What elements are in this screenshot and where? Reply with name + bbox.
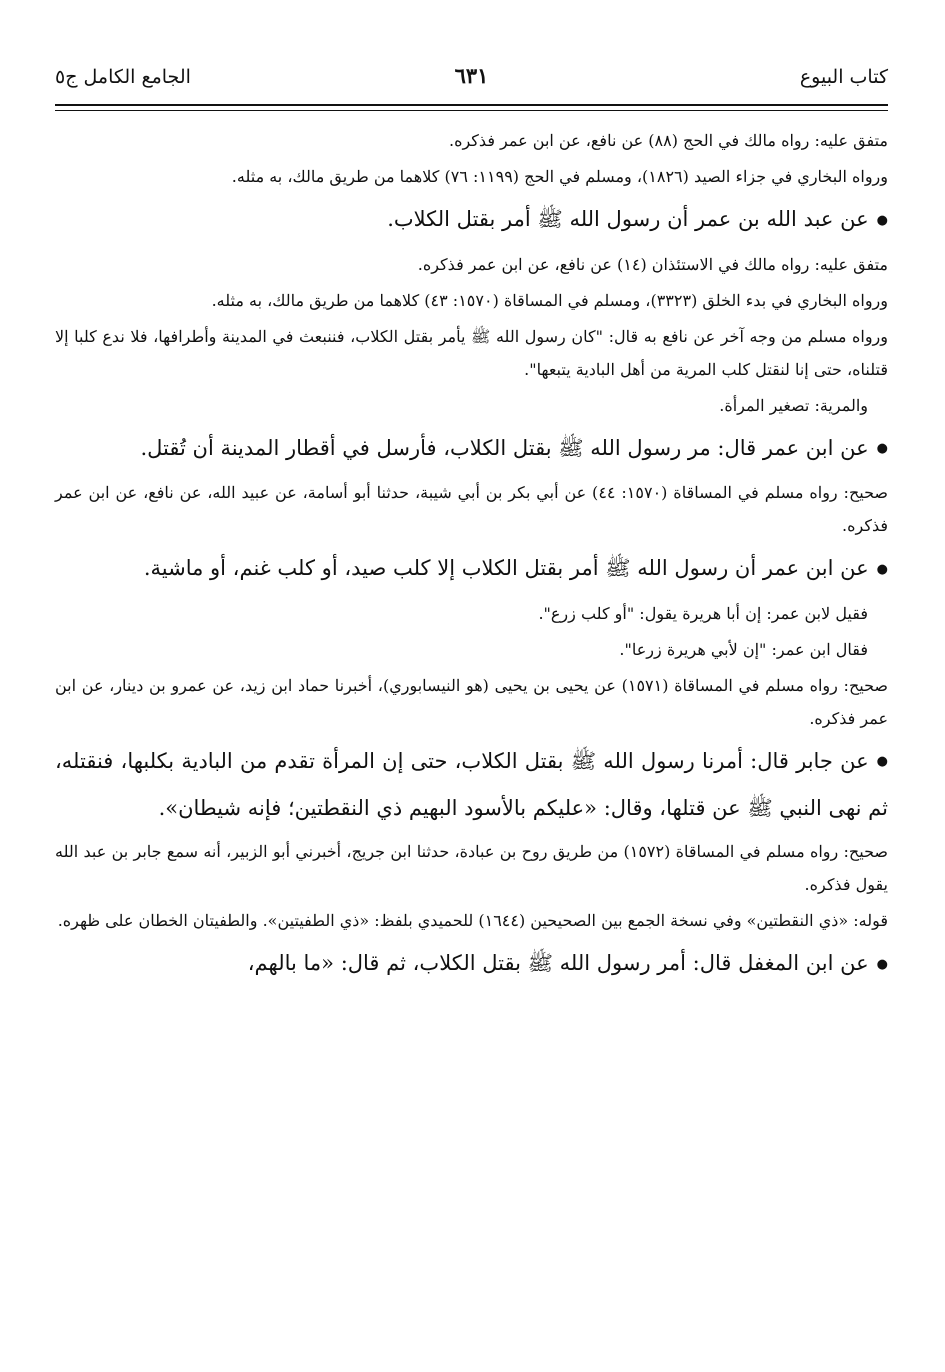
- hadith-paragraph: [55, 545, 888, 593]
- hadith-paragraph: [55, 425, 888, 473]
- page-body: [55, 124, 888, 992]
- volume-title: الجامع الكامل ج٥: [55, 66, 191, 88]
- page-number: ٦٣١: [454, 63, 489, 88]
- hadith-paragraph: [55, 196, 888, 244]
- hadith-paragraph: [55, 738, 888, 832]
- hadith-text: عن ابن عمر أن رسول الله ﷺ أمر بقتل الكلاب إلا كلب صيد، أو كلب غنم، أو ماشية.: [143, 556, 869, 580]
- bullet-icon: ●: [876, 212, 888, 228]
- commentary-paragraph: صحيح: رواه مسلم في المساقاة (١٥٧١) عن يحيى بن يحيى (هو النيسابوري)، أخبرنا حماد ابن زيد، عن عمرو بن دينار، عن ابن عمر فذكره.: [55, 675, 889, 728]
- bullet-icon: ●: [876, 561, 888, 577]
- commentary-paragraph: صحيح: رواه مسلم في المساقاة (١٥٧٠: ٤٤) عن أبي بكر بن أبي شيبة، حدثنا أبو أسامة، عن عبيد الله، عن نافع، عن ابن عمر فذكره.: [55, 483, 889, 535]
- hadith-text: عن ابن عمر قال: مر رسول الله ﷺ بقتل الكلاب، فأرسل في أقطار المدينة أن تُقتل.: [140, 435, 869, 460]
- book-title: كتاب البيوع: [799, 66, 888, 88]
- commentary-paragraph: صحيح: رواه مسلم في المساقاة (١٥٧٢) من طريق روح بن عبادة، حدثنا ابن جريج، أخبرني أبو الزبير، أنه سمع جابر بن عبد الله يقول فذكره.: [55, 842, 888, 894]
- commentary-paragraph: متفق عليه: رواه مالك في الحج (٨٨) عن نافع، عن ابن عمر فذكره.: [449, 131, 888, 150]
- hadith-text: عن ابن المغفل قال: أمر رسول الله ﷺ بقتل الكلاب، ثم قال: «ما بالهم،: [247, 951, 869, 975]
- bullet-icon: ●: [876, 441, 888, 456]
- bullet-icon: ●: [876, 754, 888, 769]
- commentary-paragraph: متفق عليه: رواه مالك في الاستئذان (١٤) عن نافع، عن ابن عمر فذكره.: [417, 254, 888, 274]
- commentary-paragraph: ورواه البخاري في جزاء الصيد (١٨٢٦)، ومسلم في الحج (١١٩٩: ٧٦) كلاهما من طريق مالك، به مثله.: [231, 167, 888, 186]
- commentary-paragraph: قوله: «ذي النقطتين» وفي نسخة الجمع بين الصحيحين (١٦٤٤) للحميدي بلفظ: «ذي الطفيتين». والطفيتان الخطان على ظهره.: [57, 911, 888, 930]
- header-rule-thin: [55, 110, 888, 111]
- hadith-text: عن جابر قال: أمرنا رسول الله ﷺ بقتل الكلاب، حتى إن المرأة تقدم من البادية بكلبها، فنقتله، ثم نهى النبي ﷺ عن قتلها، وقال: «عليكم بالأسود البهيم ذي النقطتين؛ فإنه شيطان».: [55, 748, 888, 820]
- commentary-paragraph: ورواه مسلم من وجه آخر عن نافع به قال: "كان رسول الله ﷺ يأمر بقتل الكلاب، فننبعث في المدينة وأطرافها، فلا ندع كلبا إلا قتلناه، حتى إنا لنقتل كلب المرية من أهل البادية يتبعها".: [55, 326, 888, 379]
- commentary-paragraph: فقيل لابن عمر: إن أبا هريرة يقول: "أو كلب زرع".: [538, 603, 868, 623]
- hadith-paragraph: [55, 940, 888, 988]
- commentary-paragraph: والمرية: تصغير المرأة.: [719, 395, 868, 415]
- bullet-icon: ●: [876, 956, 888, 972]
- header-rule-thick: [55, 104, 888, 106]
- commentary-paragraph: ورواه البخاري في بدء الخلق (٣٣٢٣)، ومسلم في المساقاة (١٥٧٠: ٤٣) كلاهما من طريق مالك، به مثله.: [211, 290, 888, 310]
- hadith-text: عن عبد الله بن عمر أن رسول الله ﷺ أمر بقتل الكلاب.: [387, 207, 869, 231]
- commentary-paragraph: فقال ابن عمر: "إن لأبي هريرة زرعا".: [619, 639, 868, 659]
- book-page: [55, 0, 888, 1372]
- running-header: [55, 63, 888, 100]
